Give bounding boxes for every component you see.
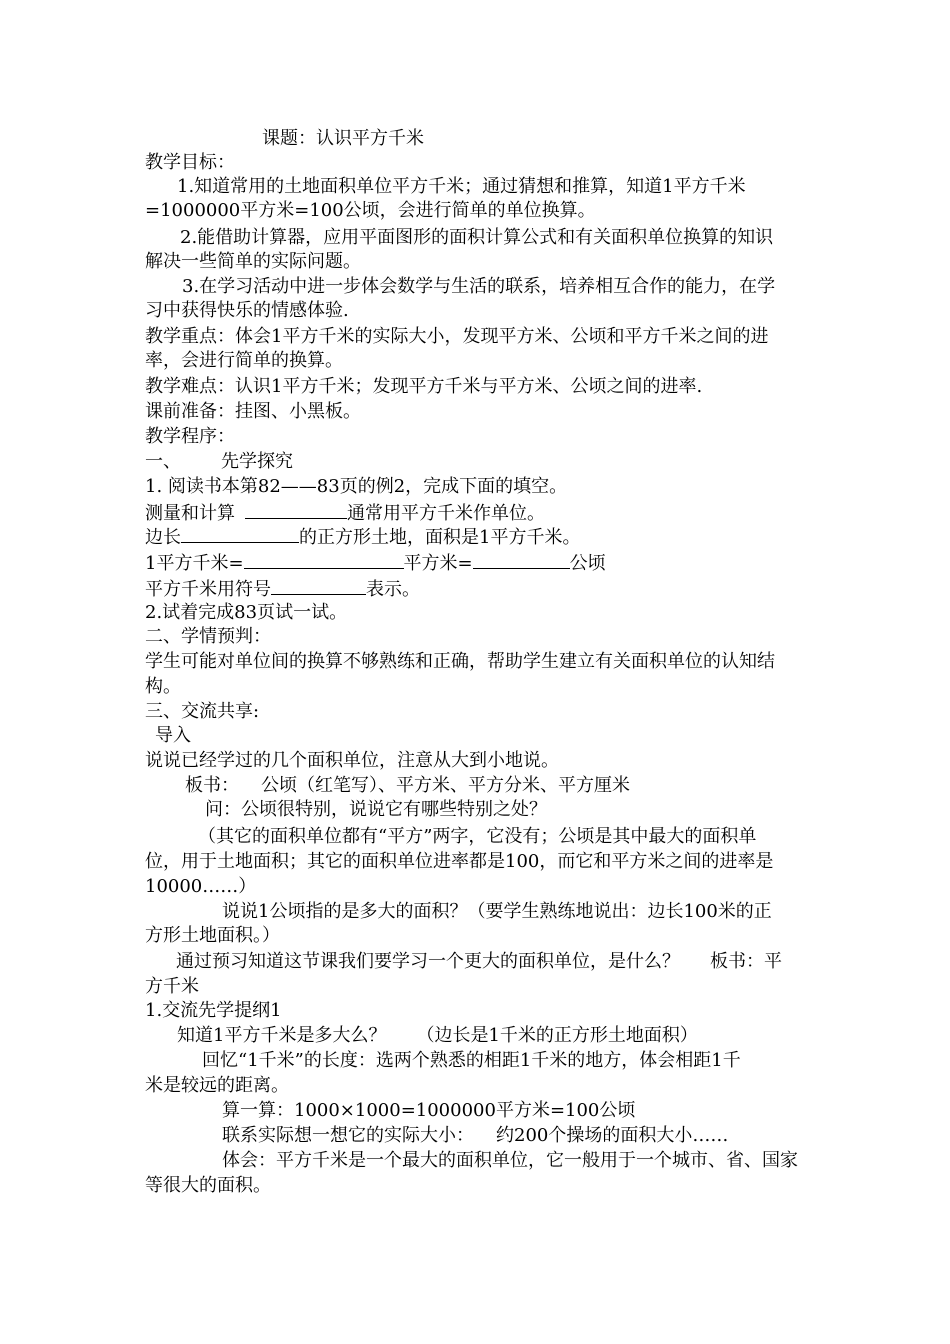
fill-blank-1-prefix: 测量和计算 [145,503,235,524]
preview-board-text: 板书：平 [710,951,782,972]
section-3-heading: 三、交流共享: [145,701,260,722]
fill-blank-3 [145,550,606,576]
difficulty-line: 教学难点：认识1平方千米；发现平方千米与平方米、公顷之间的进率. [145,376,703,397]
objective-1-line-1: 1.知道常用的土地面积单位平方千米；通过猜想和推算，知道1平方千米 [177,176,746,197]
board-label: 板书： [185,775,239,796]
key-point-line-1: 教学重点：体会1平方千米的实际大小，发现平方米、公顷和平方千米之间的进 [145,326,769,347]
feel-line-1: 体会：平方千米是一个最大的面积单位，它一般用于一个城市、省、国家 [222,1150,798,1171]
key-point-line-2: 率，会进行简单的换算。 [145,350,343,371]
recall-line-2: 米是较远的距离。 [145,1075,289,1096]
section-1-number: 一、 [145,451,181,472]
relate-prompt: 联系实际想一想它的实际大小： [222,1125,474,1146]
answer-blank-3b[interactable] [473,550,570,569]
relate-answer: 约200个操场的面积大小…… [496,1125,729,1146]
answer-blank-2[interactable] [181,524,299,543]
fill-blank-2-prefix: 边长 [145,527,181,548]
answer-line-3: 10000……） [145,876,257,897]
section-1-heading [145,450,293,474]
fill-blank-4 [145,576,420,602]
know-answer: （边长是1千米的正方形土地面积） [416,1025,698,1046]
answer-line-2: 位，用于土地面积；其它的面积单位进率都是100，而它和平方米之间的进率是 [145,851,774,872]
lesson-title: 课题：认识平方千米 [262,128,424,149]
exchange-1-heading: 1.交流先学提纲1 [145,1000,282,1021]
board-text: 公顷（红笔写）、平方米、平方分米、平方厘米 [261,775,630,796]
fill-blank-2 [145,524,580,550]
objectives-heading: 教学目标： [145,152,235,173]
recall-line-1: 回忆“1千米”的长度：选两个熟悉的相距1千米的地方，体会相距1千 [202,1050,741,1071]
question-2: 2.试着完成83页试一试。 [145,602,348,623]
question-1: 1. 阅读书本第82——83页的例2，完成下面的填空。 [145,476,568,497]
preview-line-1 [176,950,782,974]
fill-blank-3-middle: 平方米= [403,553,473,574]
say-line-2a: 说说1公顷指的是多大的面积？（要学生熟练地说出：边长100米的正 [222,901,772,922]
objective-2-line-1: 2.能借助计算器，应用平面图形的面积计算公式和有关面积单位换算的知识 [180,227,774,248]
fill-blank-2-suffix: 的正方形土地，面积是1平方千米。 [299,527,581,548]
section-2-line-2: 构。 [145,676,181,697]
objective-3-line-1: 3.在学习活动中进一步体会数学与生活的联系，培养相互合作的能力，在学 [182,276,776,297]
objective-3-line-2: 习中获得快乐的情感体验. [145,300,349,321]
objective-2-line-2: 解决一些简单的实际问题。 [145,251,361,272]
preview-line-2: 方千米 [145,976,199,997]
calc-line: 算一算：1000×1000=1000000平方米=100公顷 [222,1100,636,1121]
say-line-2b: 方形土地面积。） [145,925,280,946]
answer-blank-4[interactable] [271,576,366,595]
answer-blank-1[interactable] [245,500,347,519]
fill-blank-3-prefix: 1平方千米= [145,553,244,574]
board-line-1 [185,774,630,798]
know-line [177,1024,698,1048]
fill-blank-3-suffix: 公顷 [569,553,606,574]
fill-blank-4-prefix: 平方千米用符号 [145,579,271,600]
section-2-line-1: 学生可能对单位间的换算不够熟练和正确，帮助学生建立有关面积单位的认知结 [145,651,775,672]
objective-1-line-2: =1000000平方米=100公顷，会进行简单的单位换算。 [145,200,596,221]
intro-label: 导入 [155,725,191,746]
fill-blank-1-suffix: 通常用平方千米作单位。 [347,503,545,524]
answer-line-1: （其它的面积单位都有“平方”两字，它没有；公顷是其中最大的面积单 [198,826,757,847]
procedure-heading: 教学程序： [145,426,235,447]
section-2-heading: 二、学情预判： [145,626,271,647]
say-line-1: 说说已经学过的几个面积单位，注意从大到小地说。 [145,750,559,771]
relate-line [222,1124,728,1148]
preview-text: 通过预习知道这节课我们要学习一个更大的面积单位，是什么？ [176,951,680,972]
fill-blank-4-suffix: 表示。 [366,579,420,600]
question-line: 问：公顷很特别，说说它有哪些特别之处？ [205,799,547,820]
know-question: 知道1平方千米是多大么？ [177,1025,387,1046]
preparation-line: 课前准备：挂图、小黑板。 [145,401,361,422]
answer-blank-3a[interactable] [244,550,404,569]
section-1-title: 先学探究 [221,451,293,472]
feel-line-2: 等很大的面积。 [145,1175,271,1196]
fill-blank-1 [145,500,545,526]
